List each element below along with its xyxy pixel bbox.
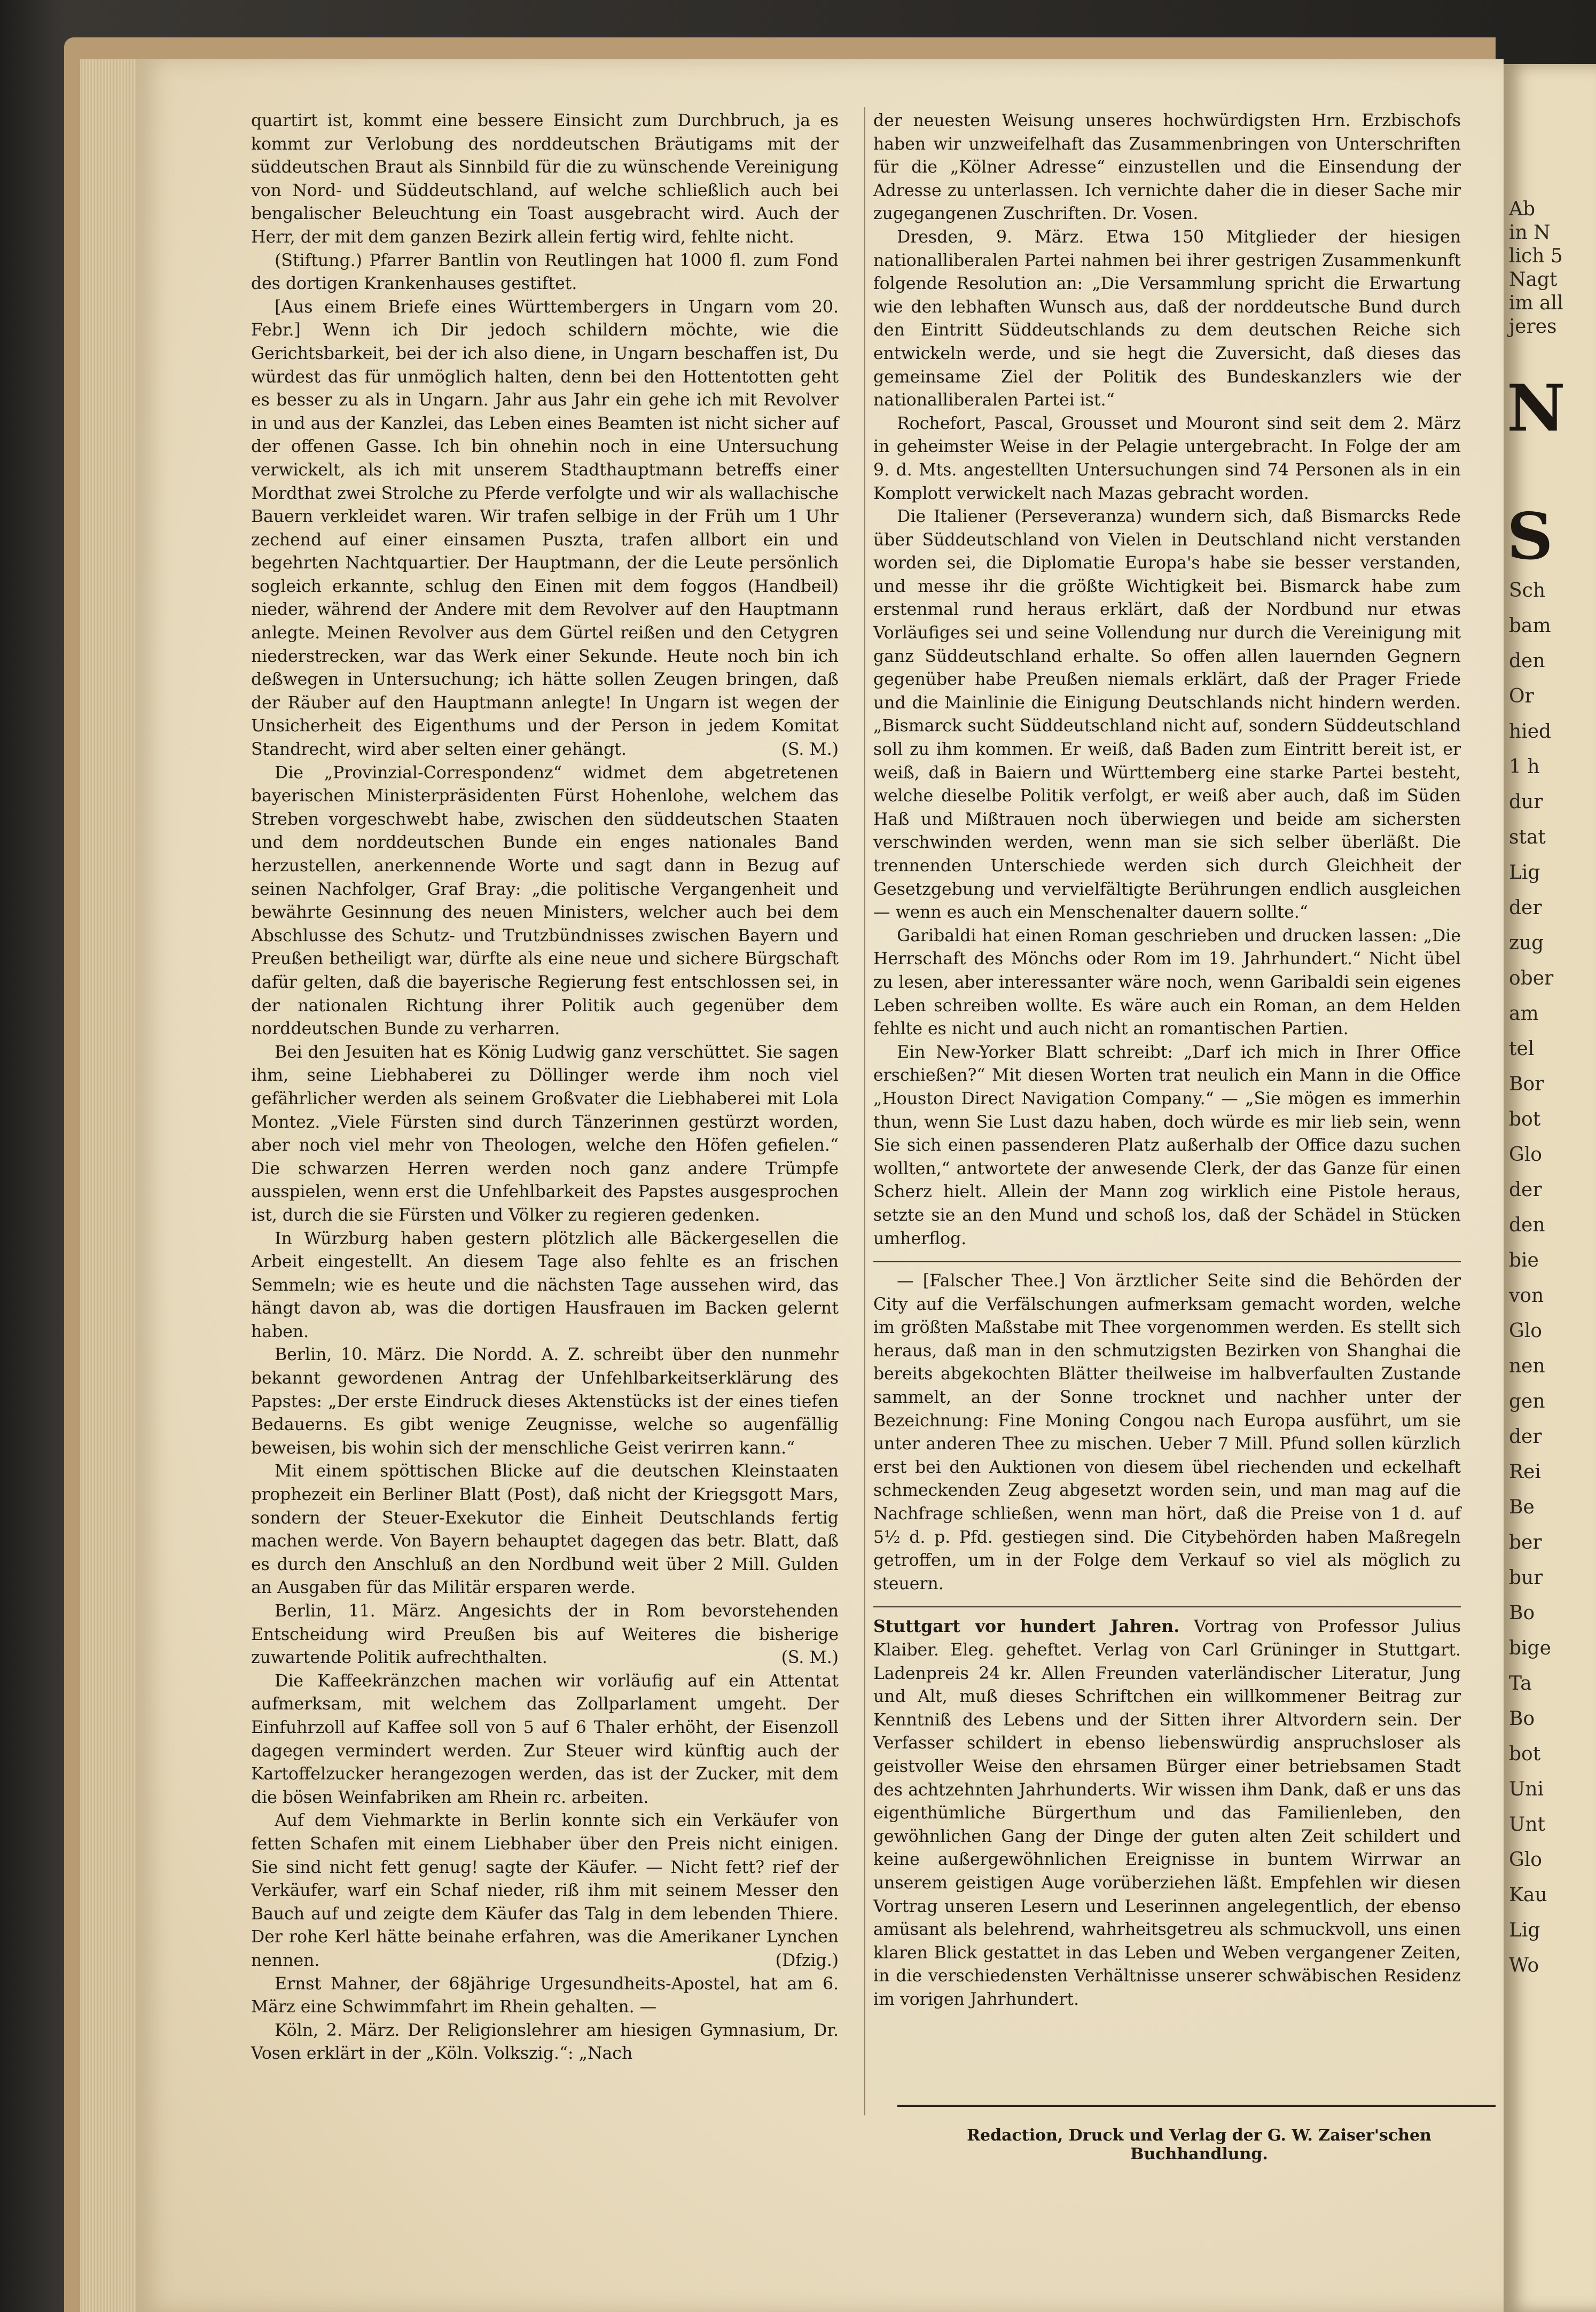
adjacent-page-fragment: N <box>1507 371 1566 446</box>
paragraph-text: In Würzburg haben gestern plötzlich alle Bäckergesellen die Arbeit eingestellt. An diesem Tage also fehlte es an frischen Semmeln; wie es heute und die nächsten Tage aussehen wird, das hängt davon ab, was die dortigen Hausfrauen im Backen gelernt haben. <box>251 1229 839 1341</box>
imprint-footer: Redaction, Druck und Verlag der G. W. Zaiser'schen Buchhandlung. <box>967 2126 1431 2163</box>
adjacent-page-fragment: S <box>1507 499 1553 574</box>
adjacent-page-fragment: Be <box>1509 1496 1535 1518</box>
paragraph-text: der neuesten Weisung unseres hochwürdigsten Hrn. Erzbischofs haben wir unzweifelhaft das Zusammenbringen von Unterschriften für die „Kölner Adresse“ einzustellen und die Einsendung der Adresse zu unterlassen. Ich vernichte daher die in dieser Sache mir zugegangenen Zuschriften. Dr. Vosen. <box>873 111 1461 224</box>
adjacent-page-fragment: Ab <box>1509 198 1536 220</box>
adjacent-page-fragment: lich 5 <box>1509 245 1563 267</box>
adjacent-page-fragment: nen <box>1509 1355 1545 1377</box>
adjacent-page-fragment: Lig <box>1509 1919 1540 1941</box>
adjacent-page-fragment: Bo <box>1509 1602 1535 1624</box>
adjacent-page-fragment: jeres <box>1509 316 1557 338</box>
paragraph-text: Mit einem spöttischen Blicke auf die deutschen Kleinstaaten prophezeit ein Berliner Blatt (Post), daß nicht der Kriegsgott Mars, sondern der Steuer-Exekutor die Einheit Deutschlands fertig machen werde. Von Bayern behauptet dagegen das betr. Blatt, daß es durch den Anschluß an den Nordbund weit über 2 Mill. Gulden an Ausgaben für das Militär ersparen werde. <box>251 1462 839 1598</box>
adjacent-page-fragment: Unt <box>1509 1814 1545 1835</box>
paragraph-text: Ein New-Yorker Blatt schreibt: „Darf ich mich in Ihrer Office erschießen?“ Mit diesen Worten trat neulich ein Mann in die Office „Houston Direct Navigation Company.“ — „Sie mögen es immerhin thun, wenn Sie Lust dazu haben, doch würde es mir lieb sein, wenn Sie sich einen passenderen Platz außerhalb der Office dazu suchen wollten,“ antwortete der anwesende Clerk, der das Ganze für einen Scherz hielt. Allein der Mann zog wirklich eine Pistole heraus, setzte sie an den Mund und schoß los, daß der Schädel in Stücken umherflog. <box>873 1042 1461 1248</box>
adjacent-page-fragment: dur <box>1509 791 1543 813</box>
paragraph-text: Garibaldi hat einen Roman geschrieben und drucken lassen: „Die Herrschaft des Mönchs oder Rom im 19. Jahrhundert.“ Nicht übel zu lesen, aber interessanter wäre noch, wenn Garibaldi sein eigenes Leben schreiben wollte. Es wäre auch ein Roman, an dem Helden fehlte es nicht und auch nicht an romantischen Partien. <box>873 926 1461 1039</box>
article-paragraph <box>873 226 1461 412</box>
adjacent-page-fragment: hied <box>1509 721 1552 743</box>
section-rule <box>873 1261 1461 1262</box>
paragraph-text: (Stiftung.) Pfarrer Bantlin von Reutlingen hat 1000 fl. zum Fond des dortigen Krankenhauses gestiftet. <box>251 251 839 294</box>
adjacent-page-fragment: der <box>1509 897 1542 919</box>
article-paragraph <box>873 110 1461 226</box>
article-paragraph <box>251 110 839 249</box>
paragraph-text: Die Kaffeekränzchen machen wir vorläufig auf ein Attentat aufmerksam, mit welchem das Zollparlament umgeht. Der Einfuhrzoll auf Kaffee soll von 5 auf 6 Thaler erhöht, der Eisenzoll dagegen vermindert werden. Zur Steuer wird künftig auch der Kartoffelzucker herangezogen werden, das ist der Zucker, mit dem die bösen Weinfabriken am Rhein rc. arbeiten. <box>251 1671 839 1807</box>
article-paragraph <box>251 296 839 762</box>
adjacent-page-fragment: von <box>1509 1285 1544 1307</box>
adjacent-page-fragment: stat <box>1509 826 1546 848</box>
paragraph-text: Berlin, 11. März. Angesichts der in Rom bevorstehenden Entscheidung wird Preußen bis auf Weiteres die bisherige zuwartende Politik aufrechthalten. <box>251 1602 839 1668</box>
adjacent-page-fragment: Uni <box>1509 1778 1544 1800</box>
article-paragraph <box>251 762 839 1041</box>
paragraph-text: Die „Provinzial-Correspondenz“ widmet dem abgetretenen bayerischen Ministerpräsidenten Fürst Hohenlohe, welchem das Streben vorgeschwebt habe, zwischen den süddeutschen Staaten und dem norddeutschen Bunde ein enges nationales Band herzustellen, anerkennende Worte und sagt dann in Bezug auf seinen Nachfolger, Graf Bray: „die politische Vergangenheit und bewährte Gesinnung des neuen Ministers, welcher auch bei dem Abschlusse des Schutz- und Trutzbündnisses zwischen Bayern und Preußen betheiligt war, dürfte als eine neue und sichere Bürgschaft dafür gelten, daß die bayerische Regierung fest entschlossen sei, in der nationalen Richtung ihrer Politik auch gegenüber dem norddeutschen Bunde zu verharren. <box>251 763 839 1039</box>
adjacent-page-fragment: tel <box>1509 1038 1535 1060</box>
article-paragraph <box>251 1344 839 1460</box>
adjacent-page-fragment: gen <box>1509 1391 1545 1412</box>
adjacent-page-fragment: im all <box>1509 292 1563 314</box>
adjacent-page-fragment: Nagt <box>1509 269 1558 291</box>
page-stack-edge <box>80 59 139 2312</box>
section-rule <box>873 1606 1461 1607</box>
adjacent-page-fragment: in N <box>1509 222 1551 244</box>
adjacent-page-fragment: bie <box>1509 1249 1539 1271</box>
adjacent-page-fragment: Sch <box>1509 580 1546 602</box>
paragraph-text: — [Falscher Thee.] Von ärztlicher Seite sind die Behörden der City auf die Verfälschungen aufmerksam gemacht worden, welche im größten Maßstabe mit Thee vorgenommen werden. Es stellt sich heraus, daß man in den schmutzigsten Bezirken von Shanghai die bereits abgekochten Blätter theilweise im halbverfaulten Zustande sammelt, an der Sonne trocknet und nachher unter der Bezeichnung: Fine Moning Congou nach Europa ausführt, um sie unter anderen Thee zu mischen. Ueber 7 Mill. Pfund sollen kürzlich erst bei den Auktionen von diesem übel riechenden und eckelhaft schmeckenden Zeug abgesetzt worden sein, und man mag auf die Nachfrage schließen, wenn man hört, daß die Preise von 1 d. auf 5½ d. p. Pfd. gestiegen sind. Die Citybehörden haben Maßregeln getroffen, um in der Folge dem Verkauf so viel als möglich zu steuern. <box>873 1271 1461 1594</box>
adjacent-page-fragment: Wo <box>1509 1955 1539 1977</box>
adjacent-page-fragment: Glo <box>1509 1144 1542 1166</box>
paragraph-text: Dresden, 9. März. Etwa 150 Mitglieder der hiesigen nationalliberalen Partei nahmen bei ihrer gestrigen Zusammenkunft folgende Resolution an: „Die Versammlung spricht die Erwartung wie den lebhaften Wunsch aus, daß der norddeutsche Bund durch den Eintritt Süddeutschlands zu dem deutschen Reiche sich entwickeln werde, und sie hegt die Zuversicht, daß dieses das gemeinsame Ziel der Politik des Bundeskanzlers wie der nationalliberalen Partei ist.“ <box>873 227 1461 410</box>
paragraph-text: Auf dem Viehmarkte in Berlin konnte sich ein Verkäufer von fetten Schafen mit einem Liebhaber über den Preis nicht einigen. Sie sind nicht fett genug! sagte der Käufer. — Nicht fett? rief der Verkäufer, warf ein Schaf nieder, riß ihm mit seinem Messer den Bauch auf und zeigte dem Käufer das Talg in dem lebenden Thiere. Der rohe Kerl hätte beinahe erfahren, was die Amerikaner Lynchen nennen. <box>251 1811 839 1970</box>
article-paragraph <box>251 2019 839 2066</box>
column-divider <box>864 107 865 2115</box>
paragraph-text: Bei den Jesuiten hat es König Ludwig ganz verschüttet. Sie sagen ihm, seine Liebhaberei zu Döllinger werde ihm noch viel gefährlicher werden als seinem Großvater die Liebhaberei mit Lola Montez. „Viele Fürsten sind durch Tänzerinnen gestürzt worden, aber noch viel mehr von Theologen, welche den Höfen gefielen.“ Die schwarzen Herren werden noch ganz andere Trümpfe ausspielen, wenn erst die Unfehlbarkeit des Papstes ausgesprochen ist, durch die sie Fürsten und Völker zu regieren gedenken. <box>251 1042 839 1225</box>
adjacent-page-fragment: am <box>1509 1003 1539 1025</box>
article-paragraph <box>251 1973 839 2019</box>
article-paragraph <box>251 1600 839 1670</box>
paragraph-text: Vortrag von Professor Julius Klaiber. Eleg. geheftet. Verlag von Carl Grüninger in Stuttgart. Ladenpreis 24 kr. Allen Freunden vaterländischer Literatur, Jung und Alt, muß dieses Schriftchen ein willkommener Beitrag zur Kenntniß des Lebens und der Sitten ihrer Altvordern sein. Der Verfasser schildert in ebenso liebenswürdig anspruchsloser als geistvoller Weise den ehrsamen Bürger einer betriebsamen Stadt des achtzehnten Jahrhunderts. Wir wissen ihm Dank, daß er uns das eigenthümliche Bürgerthum und das Familienleben, den gewöhnlichen Gang der Dinge der guten alten Zeit schildert und keine außergewöhnlichen Ereignisse in buntem Wirrwar an unserem geistigen Auge vorüberziehen läßt. Empfehlen wir diesen Vortrag unseren Lesern und Leserinnen angelegentlich, der ebenso amüsant als belehrend, wahrheitsgetreu als schmuckvoll, uns einen klaren Blick gestattet in das Leben und Weben vergangener Zeiten, in die verschiedensten Verhältnisse unserer schwäbischen Residenz im vorigen Jahrhundert. <box>873 1617 1461 2009</box>
adjacent-page-fragment: Or <box>1509 685 1534 707</box>
paragraph-text: quartirt ist, kommt eine bessere Einsicht zum Durchbruch, ja es kommt zur Verlobung des norddeutschen Bräutigams mit der süddeutschen Braut als Sinnbild für die zu wünschende Vereinigung von Nord- und Süddeutschland, auf welche schließlich auch bei bengalischer Beleuchtung ein Toast ausgebracht wird. Auch der Herr, der mit dem ganzen Bezirk allein fertig wird, fehlte nicht. <box>251 111 839 247</box>
adjacent-page-fragment: bam <box>1509 615 1551 637</box>
article-paragraph <box>873 1270 1461 1596</box>
article-paragraph <box>873 925 1461 1041</box>
article-paragraph <box>251 1041 839 1228</box>
paragraph-text: Die Italiener (Perseveranza) wundern sich, daß Bismarcks Rede über Süddeutschland von Vielen in Deutschland nicht verstanden worden sei, die Diplomatie Europa's habe sie besser verstanden, und messe ihr die größte Wichtigkeit bei. Bismarck habe zum erstenmal rund heraus erklärt, daß der Nordbund nur etwas Vorläufiges sei und seine Vollendung nur durch die Vereinigung mit ganz Süddeutschland erhalte. So offen allen lauernden Gegnern gegenüber habe Preußen niemals erklärt, daß der Prager Friede und die Mainlinie die Einigung Deutschlands nicht hindern werden. „Bismarck sucht Süddeutschland nicht auf, sondern Süddeutschland soll zu ihm kommen. Er weiß, daß Baden zum Eintritt bereit ist, er weiß, daß in Baiern und Württemberg eine starke Partei besteht, welche dieselbe Politik verfolgt, er weiß aber auch, daß im Süden Haß und Mißtrauen noch überwiegen und beide am sichersten verschwinden werden, wenn man sie sich selber überläßt. Die trennenden Unterschiede werden sich durch Gleichheit der Gesetzgebung und vervielfältigte Berührungen endlich ausgleichen — wenn es auch ein Menschenalter dauern sollte.“ <box>873 507 1461 923</box>
paragraph-text: Köln, 2. März. Der Religionslehrer am hiesigen Gymnasium, Dr. Vosen erklärt in der „Köln. Volkszig.“: „Nach <box>251 2020 839 2064</box>
adjacent-page-fragment: Rei <box>1509 1461 1541 1483</box>
adjacent-page-fragment: Lig <box>1509 862 1540 884</box>
adjacent-page-fragment: der <box>1509 1179 1542 1201</box>
footer-rule <box>897 2105 1496 2107</box>
article-paragraph <box>873 412 1461 505</box>
paragraph-text: [Aus einem Briefe eines Württembergers in Ungarn vom 20. Febr.] Wenn ich Dir jedoch schildern möchte, wie die Gerichtsbarkeit, bei der ich also diene, in Ungarn beschaffen ist, Du würdest das für unmöglich halten, denn bei den Hottentotten geht es besser zu als in Ungarn. Jahr aus Jahr ein gehe ich mit Revolver in und aus der Kanzlei, das Leben eines Beamten ist nicht sicher auf der offenen Gasse. Ich bin ohnehin noch in eine Untersuchung verwickelt, als ich mit unserem Stadthauptmann betreffs einer Mordthat zwei Strolche zu Pferde verfolgte und wir als wallachische Bauern verkleidet waren. Wir trafen selbige in der Früh um 1 Uhr zechend auf einer einsamen Puszta, trafen allbort ein und begehrten Nachtquartier. Der Hauptmann, der die Leute persönlich sogleich erkannte, schlug den Einen mit dem foggos (Handbeil) nieder, während der Andere mit dem Revolver auf den Hauptmann anlegte. Meinen Revolver aus dem Gürtel reißen und den Cetygren niederstrecken, war das Werk einer Sekunde. Heute noch bin ich deßwegen in Untersuchung; ich hätte sollen Zeugen bringen, daß der Räuber auf den Hauptmann anlegte! In Ungarn ist wegen der Unsicherheit des Eigenthums und der Person in jedem Komitat Standrecht, wird aber selten einer gehängt. <box>251 297 839 760</box>
adjacent-page-fragment: Kau <box>1509 1884 1547 1906</box>
adjacent-page-fragment: bige <box>1509 1637 1551 1659</box>
article-paragraph <box>251 1670 839 1810</box>
article-paragraph <box>873 1041 1461 1251</box>
adjacent-page-fragment: Glo <box>1509 1849 1542 1871</box>
paragraph-text: Ernst Mahner, der 68jährige Urgesundheits-Apostel, hat am 6. März eine Schwimmfahrt im Rhein gehalten. — <box>251 1974 839 2017</box>
source-abbreviation: (S. M.) <box>781 1648 839 1668</box>
right-column <box>873 110 1461 2065</box>
adjacent-page-fragment: bot <box>1509 1743 1541 1765</box>
review-title: Stuttgart vor hundert Jahren. <box>873 1616 1180 1637</box>
article-paragraph <box>251 1228 839 1344</box>
adjacent-page-fragment: ber <box>1509 1532 1542 1553</box>
adjacent-page-fragment: Bo <box>1509 1708 1535 1730</box>
adjacent-page-fragment: ober <box>1509 967 1554 989</box>
article-paragraph <box>873 505 1461 925</box>
adjacent-page-fragment: 1 h <box>1509 756 1540 778</box>
article-paragraph <box>873 1615 1461 2011</box>
article-paragraph <box>251 1460 839 1600</box>
adjacent-page-fragment: zug <box>1509 932 1544 954</box>
paragraph-text: Berlin, 10. März. Die Nordd. A. Z. schreibt über den nunmehr bekannt gewordenen Antrag der Unfehlbarkeitserklärung des Papstes: „Der erste Eindruck dieses Aktenstücks ist der eines tiefen Bedauerns. Es gibt wenige Zeugnisse, welche so augenfällig beweisen, bis wohin sich der menschliche Geist verirren kann.“ <box>251 1345 839 1458</box>
adjacent-page-fragment: Glo <box>1509 1320 1542 1342</box>
adjacent-page-fragment: Bor <box>1509 1073 1544 1095</box>
source-abbreviation: (S. M.) <box>781 740 839 760</box>
source-abbreviation: (Dfzig.) <box>775 1950 839 1970</box>
adjacent-page-fragment: den <box>1509 1214 1545 1236</box>
adjacent-page-fragment: der <box>1509 1426 1542 1448</box>
article-paragraph <box>251 249 839 296</box>
left-column <box>251 110 839 2113</box>
adjacent-page-fragment: Ta <box>1509 1673 1532 1694</box>
paragraph-text: Rochefort, Pascal, Grousset und Mouront sind seit dem 2. März in geheimster Weise in der Pelagie untergebracht. In Folge der am 9. d. Mts. angestellten Untersuchungen sind 74 Personen als in ein Komplott verwickelt nach Mazas gebracht worden. <box>873 413 1461 503</box>
adjacent-page-fragment: den <box>1509 650 1545 672</box>
article-paragraph <box>251 1809 839 1972</box>
adjacent-page-strip <box>1504 64 1596 2312</box>
adjacent-page-fragment: bur <box>1509 1567 1543 1589</box>
adjacent-page-fragment: bot <box>1509 1108 1541 1130</box>
